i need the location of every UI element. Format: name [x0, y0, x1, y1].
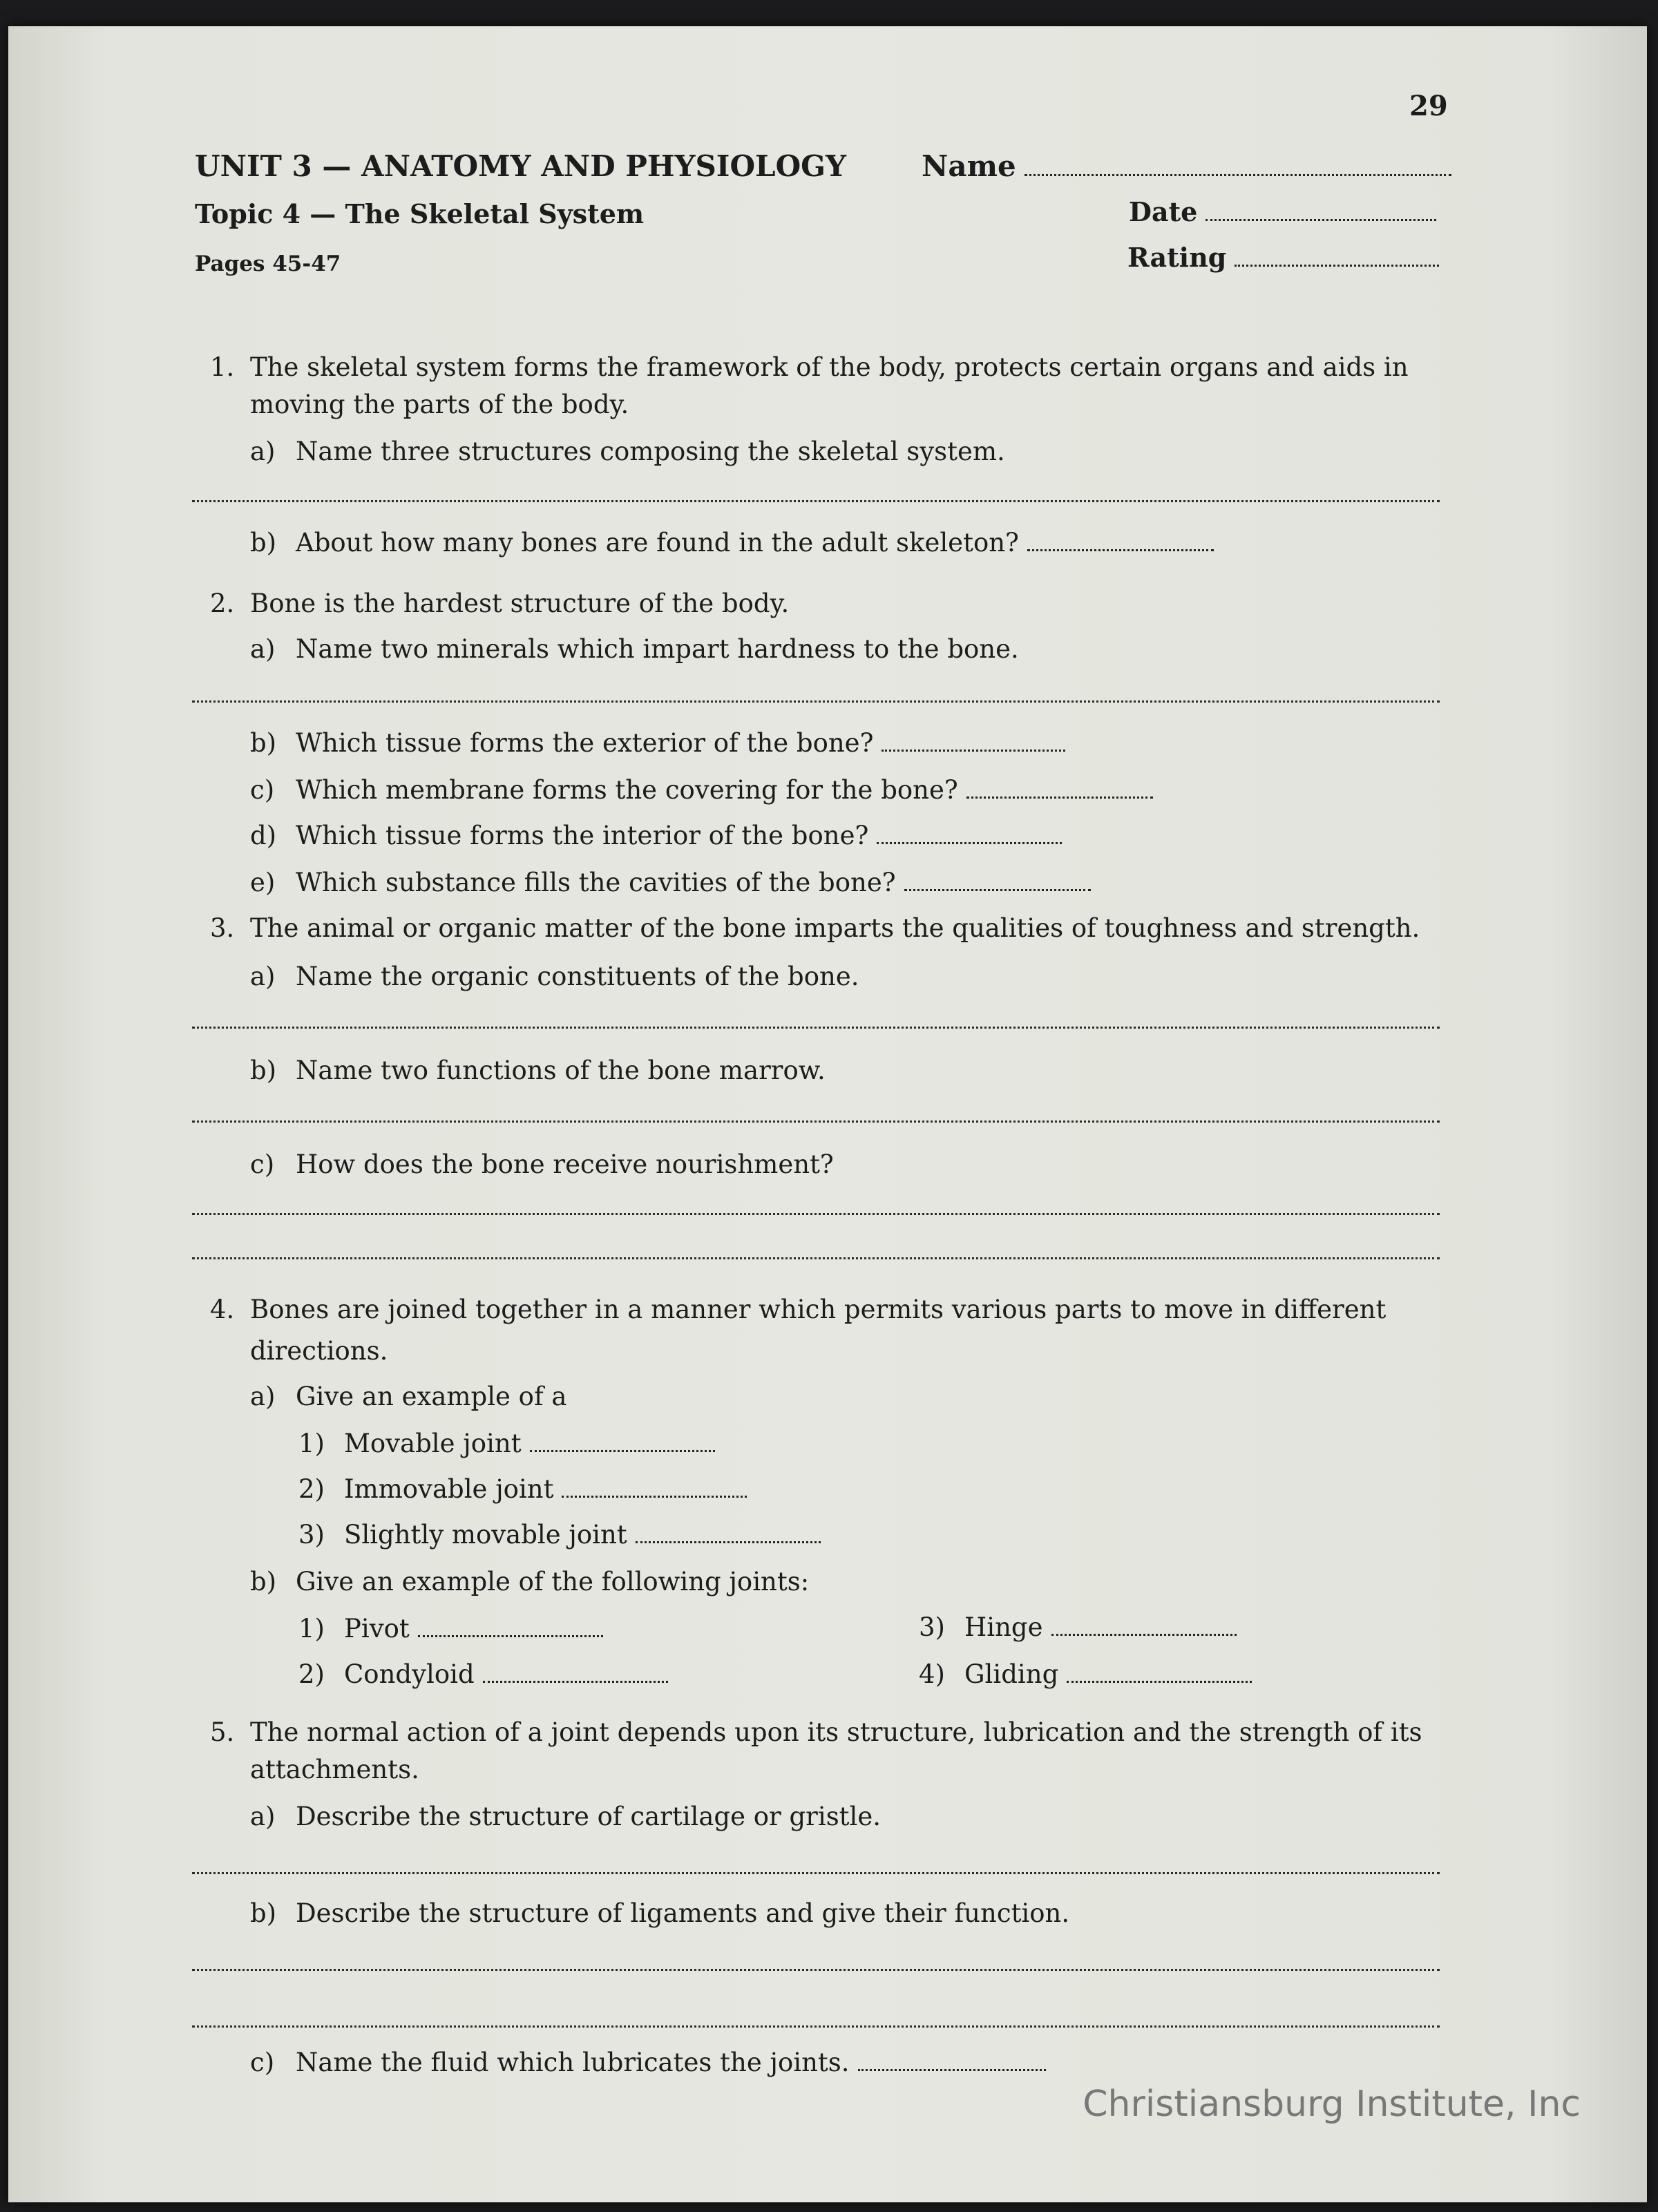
q4b1-blank[interactable]	[418, 1631, 603, 1637]
q4b1-item: 1) Pivot	[298, 1614, 603, 1643]
q4a2-blank[interactable]	[562, 1491, 747, 1498]
q1b-blank[interactable]	[1027, 545, 1214, 551]
q2e-blank[interactable]	[904, 885, 1091, 891]
q3c-answer-line-2[interactable]	[192, 1257, 1440, 1259]
pages-reference: Pages 45-47	[195, 251, 341, 276]
q4a2-item: 2) Immovable joint	[298, 1474, 747, 1504]
q5c-question: c) Name the fluid which lubricates the joints.	[250, 2048, 1046, 2077]
q2c-blank[interactable]	[966, 792, 1153, 799]
q3b-question: b) Name two functions of the bone marrow.	[250, 1056, 826, 1085]
q2a-question: a) Name two minerals which impart hardness to the bone.	[250, 634, 1019, 664]
q2b-question: b) Which tissue forms the exterior of the bone?	[250, 728, 1065, 758]
q3-text: 3. The animal or organic matter of the bone imparts the qualities of toughness and strength.	[210, 913, 1420, 943]
q4b4-item: 4) Gliding	[919, 1659, 1252, 1689]
q2d-blank[interactable]	[877, 838, 1062, 844]
q2-text: 2. Bone is the hardest structure of the body.	[210, 589, 790, 618]
q5b-question: b) Describe the structure of ligaments and give their function.	[250, 1898, 1070, 1928]
name-blank[interactable]	[1025, 170, 1451, 176]
q2c-question: c) Which membrane forms the covering for the bone?	[250, 775, 1153, 805]
q4-text-line2: directions.	[250, 1336, 388, 1366]
q4a-question: a) Give an example of a	[250, 1382, 567, 1411]
q1-text-line1: 1. The skeletal system forms the framework of the body, protects certain organs and aids in	[210, 352, 1409, 382]
q3a-answer-line[interactable]	[192, 1027, 1440, 1029]
q3c-question: c) How does the bone receive nourishment?	[250, 1150, 834, 1179]
q5-text-line2: attachments.	[250, 1755, 419, 1784]
name-label: Name	[922, 149, 1016, 183]
q4b4-blank[interactable]	[1067, 1677, 1252, 1683]
q2d-question: d) Which tissue forms the interior of the bone?	[250, 821, 1062, 850]
q5b-answer-line-2[interactable]	[192, 2025, 1440, 2028]
q5a-answer-line[interactable]	[192, 1872, 1440, 1874]
q1-text-line2: moving the parts of the body.	[250, 390, 629, 419]
q4a3-blank[interactable]	[636, 1537, 821, 1543]
rating-blank[interactable]	[1235, 260, 1439, 267]
date-blank[interactable]	[1206, 215, 1436, 221]
q4b3-item: 3) Hinge	[919, 1612, 1237, 1642]
unit-title: UNIT 3 — ANATOMY AND PHYSIOLOGY	[195, 149, 847, 183]
q4-text-line1: 4. Bones are joined together in a manner which permits various parts to move in different	[210, 1295, 1387, 1324]
q5b-answer-line-1[interactable]	[192, 1969, 1440, 1971]
q4a1-item: 1) Movable joint	[298, 1429, 715, 1458]
q5a-question: a) Describe the structure of cartilage or gristle.	[250, 1802, 882, 1831]
q4a3-item: 3) Slightly movable joint	[298, 1520, 821, 1550]
q1b-question: b) About how many bones are found in the adult skeleton?	[250, 528, 1214, 557]
q4b2-item: 2) Condyloid	[298, 1659, 668, 1689]
date-field[interactable]	[1129, 196, 1436, 227]
q3c-answer-line-1[interactable]	[192, 1213, 1440, 1215]
rating-field[interactable]	[1127, 242, 1439, 273]
q2e-question: e) Which substance fills the cavities of the bone?	[250, 868, 1091, 897]
q1a-answer-line[interactable]	[192, 500, 1440, 502]
q4b3-blank[interactable]	[1051, 1630, 1237, 1636]
rating-label: Rating	[1127, 242, 1227, 273]
date-label: Date	[1129, 196, 1198, 227]
q3b-answer-line[interactable]	[192, 1121, 1440, 1123]
topic-title: Topic 4 — The Skeletal System	[195, 198, 645, 229]
q4a1-blank[interactable]	[530, 1446, 715, 1452]
q5-text-line1: 5. The normal action of a joint depends upon its structure, lubrication and the strength of its	[210, 1717, 1422, 1747]
q1a-question: a) Name three structures composing the skeletal system.	[250, 437, 1005, 466]
q4b2-blank[interactable]	[483, 1677, 668, 1683]
page-number: 29	[1409, 90, 1448, 122]
name-field[interactable]	[922, 149, 1451, 183]
q3a-question: a) Name the organic constituents of the bone.	[250, 962, 859, 991]
q5c-blank[interactable]	[858, 2065, 1046, 2071]
q4b-question: b) Give an example of the following joints:	[250, 1567, 810, 1596]
q2b-blank[interactable]	[882, 745, 1065, 752]
q2a-answer-line[interactable]	[192, 700, 1440, 703]
watermark: Christiansburg Institute, Inc	[1083, 2084, 1581, 2125]
